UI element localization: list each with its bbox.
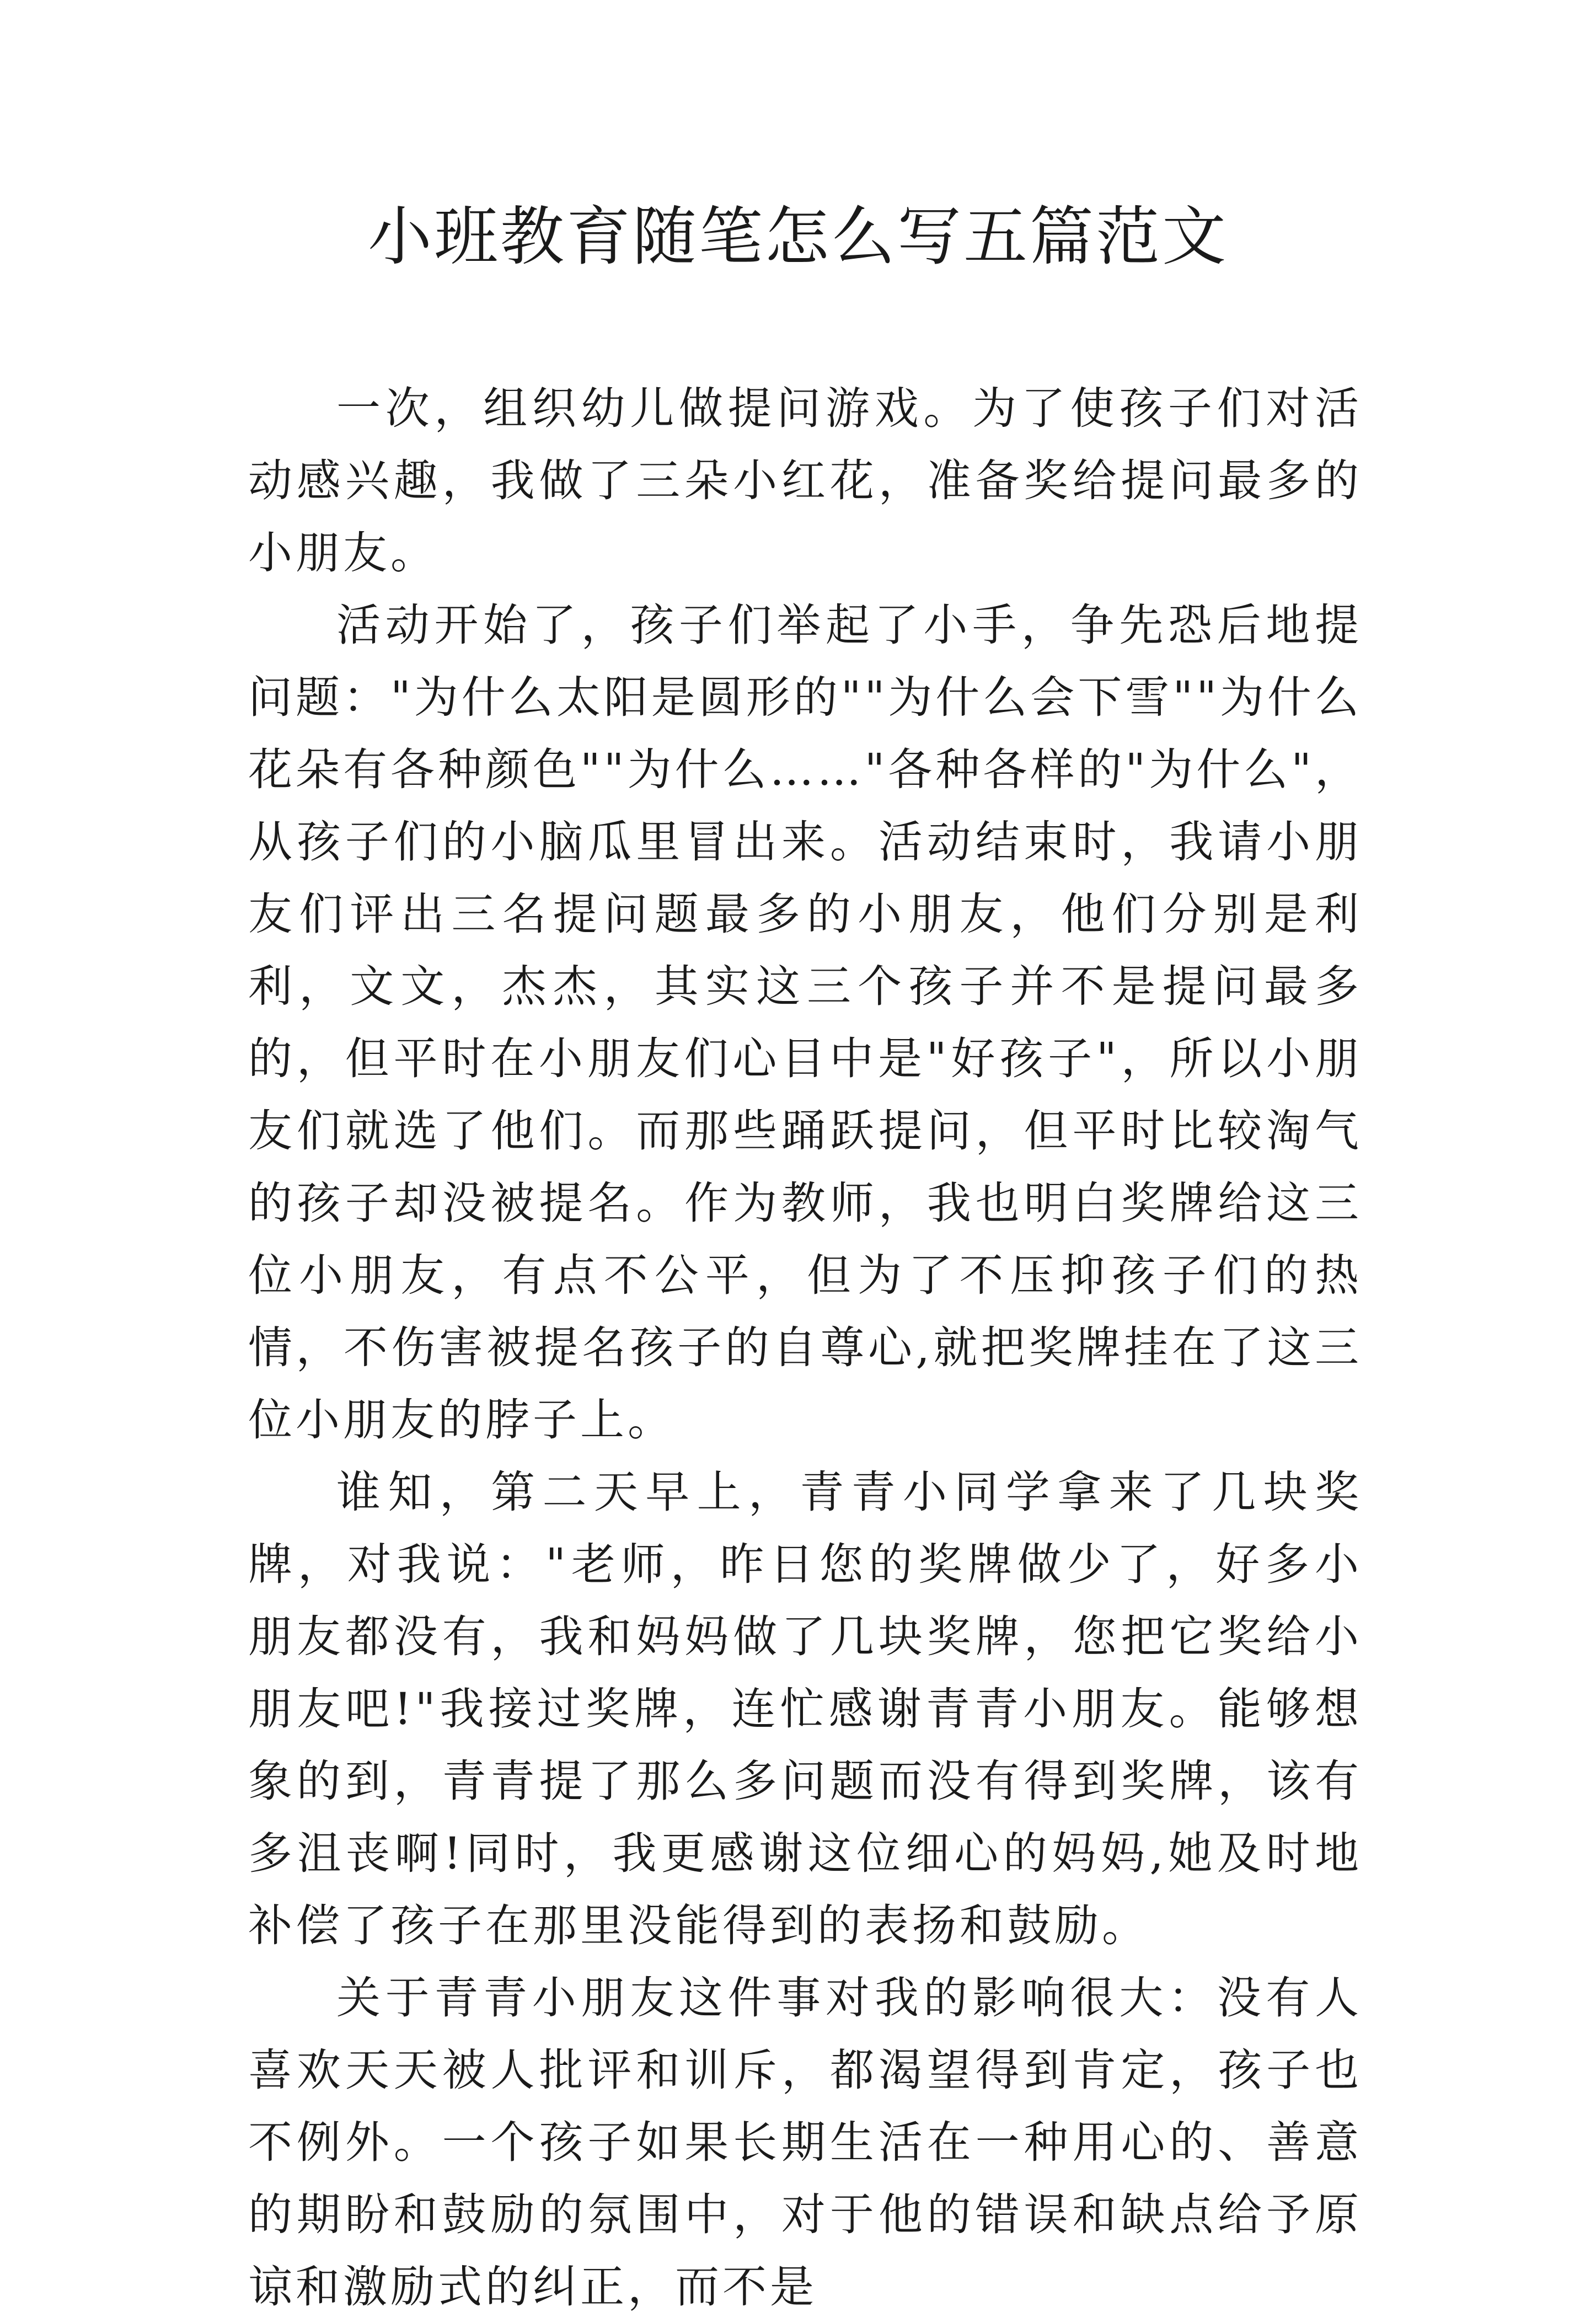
paragraph: 活动开始了，孩子们举起了小手，争先恐后地提问题："为什么太阳是圆形的""为什么会下雪""为什么花朵有各种颜色""为什么……"各种各样的"为什么"，从孩子们的小脑瓜里冒出来。活动结束时，我请小朋友们评出三名提问题最多的小朋友，他们分别是利利，文文，杰杰，其实这三个孩子并不是提问最多的，但平时在小朋友们心目中是"好孩子"，所以小朋友们就选了他们。而那些踊跃提问，但平时比较淘气的孩子却没被提名。作为教师，我也明白奖牌给这三位小朋友，有点不公平，但为了不压抑孩子们的热情，不伤害被提名孩子的自尊心,就把奖牌挂在了这三位小朋友的脖子上。 (248, 600, 1362, 1446)
paragraph: 关于青青小朋友这件事对我的影响很大：没有人喜欢天天被人批评和训斥，都渴望得到肯定，孩子也不例外。一个孩子如果长期生活在一种用心的、善意的期盼和鼓励的氛围中，对于他的错误和缺点给予原谅和激励式的纠正，而不是 (248, 1972, 1362, 2313)
paragraph: 谁知，第二天早上，青青小同学拿来了几块奖牌，对我说："老师，昨日您的奖牌做少了，好多小朋友都没有，我和妈妈做了几块奖牌，您把它奖给小朋友吧!"我接过奖牌，连忙感谢青青小朋友。能够想象的到，青青提了那么多问题而没有得到奖牌，该有多沮丧啊!同时，我更感谢这位细心的妈妈,她及时地补偿了孩子在那里没能得到的表扬和鼓励。 (248, 1466, 1362, 1951)
document-title: 小班教育随笔怎么写五篇范文 (368, 200, 1228, 274)
document-body (248, 372, 1362, 2323)
paragraph: 一次，组织幼儿做提问游戏。为了使孩子们对活动感兴趣，我做了三朵小红花，准备奖给提问最多的小朋友。 (248, 383, 1362, 579)
